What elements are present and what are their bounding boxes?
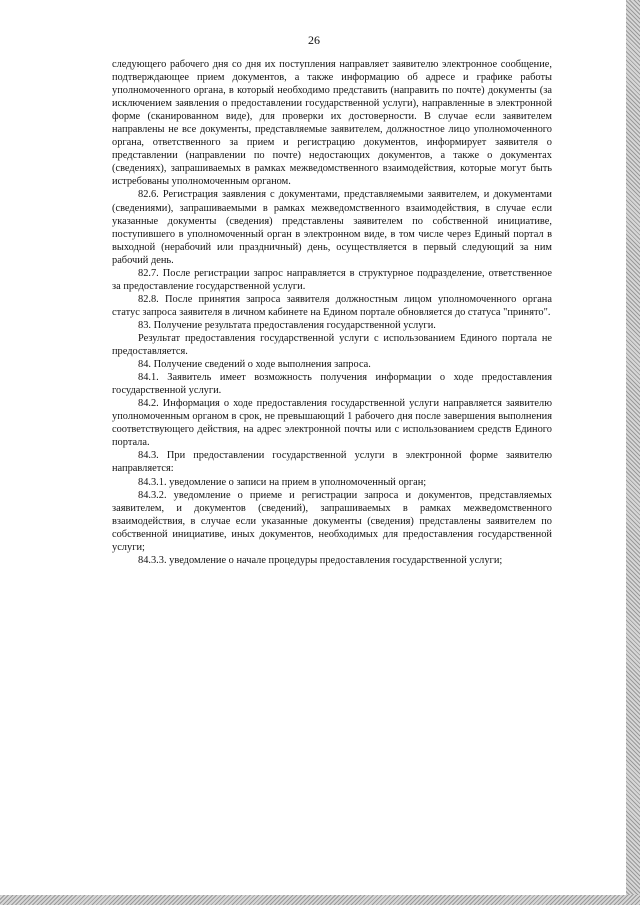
paragraph-82-6: 82.6. Регистрация заявления с документами, представляемыми заявителем, и документами (сведениями), запрашиваемыми в рамках межведомственного взаимодействия, в случае если указанные документы (сведения) представлены заявителем по собственной инициативе, поступившего в уполномоченный орган в электронном виде, в том числе через Единый портал в выходной (нерабочий или праздничный) день, осуществляется в первый следующий за ним рабочий день. <box>112 189 552 266</box>
paragraph-84: 84. Получение сведений о ходе выполнения запроса. <box>138 359 371 371</box>
paragraph-84-3-2: 84.3.2. уведомление о приеме и регистрации запроса и документов, представляемых заявителем, и документов (сведений), запрашиваемых в рамках межведомственного взаимодействия, в случае если указанные документы (сведения) представлены заявителем по собственной инициативе, иных документов, необходимых для предоставления государственной услуги; <box>112 489 552 553</box>
paragraph-82-8: 82.8. После принятия запроса заявителя должностным лицом уполномоченного органа статус запроса заявителя в личном кабинете на Едином портале обновляется до статуса "принято". <box>112 293 552 318</box>
paragraph-84-3: 84.3. При предоставлении государственной услуги в электронной форме заявителю направляется: <box>112 450 552 475</box>
paragraph-continuation: следующего рабочего дня со дня их поступления направляет заявителю электронное сообщение, подтверждающее прием документов, а также информацию об адресе и графике работы уполномоченного органа, в который необходимо представить (направить по почте) документы (за исключением заявления о предоставлении государственной услуги), направленные в электронной форме (сканированном виде), для проверки их достоверности. В случае если заявителем направлены не все документы, представляемые заявителем, должностное лицо уполномоченного органа, ответственного за прием и регистрацию документов, информирует заявителя о представлении (направлении по почте) недостающих документов, а также о документах (сведениях), запрашиваемых в рамках межведомственного взаимодействия, которые могут быть истребованы уполномоченным органом. <box>112 59 552 188</box>
paragraph-84-2: 84.2. Информация о ходе предоставления государственной услуги направляется заявителю уполномоченным органом в срок, не превышающий 1 рабочего дня после завершения выполнения соответствующего действия, на адрес электронной почты или с использованием средств Единого портала. <box>112 398 552 449</box>
paragraph-84-3-3: 84.3.3. уведомление о начале процедуры предоставления государственной услуги; <box>138 554 503 566</box>
paragraph-83: 83. Получение результата предоставления государственной услуги. <box>138 319 436 331</box>
page-number: 26 <box>308 33 320 47</box>
paragraph-84-1: 84.1. Заявитель имеет возможность получения информации о ходе предоставления государственной услуги. <box>112 372 552 397</box>
paragraph-82-7: 82.7. После регистрации запрос направляется в структурное подразделение, ответственное за предоставление государственной услуги. <box>112 267 552 292</box>
paragraph-83-result: Результат предоставления государственной услуги с использованием Единого портала не предоставляется. <box>112 332 552 358</box>
scan-border-right <box>626 0 640 905</box>
paragraph-84-3-1: 84.3.1. уведомление о записи на прием в уполномоченный орган; <box>138 476 427 488</box>
document-body <box>112 58 552 567</box>
scan-border-bottom <box>0 895 640 905</box>
